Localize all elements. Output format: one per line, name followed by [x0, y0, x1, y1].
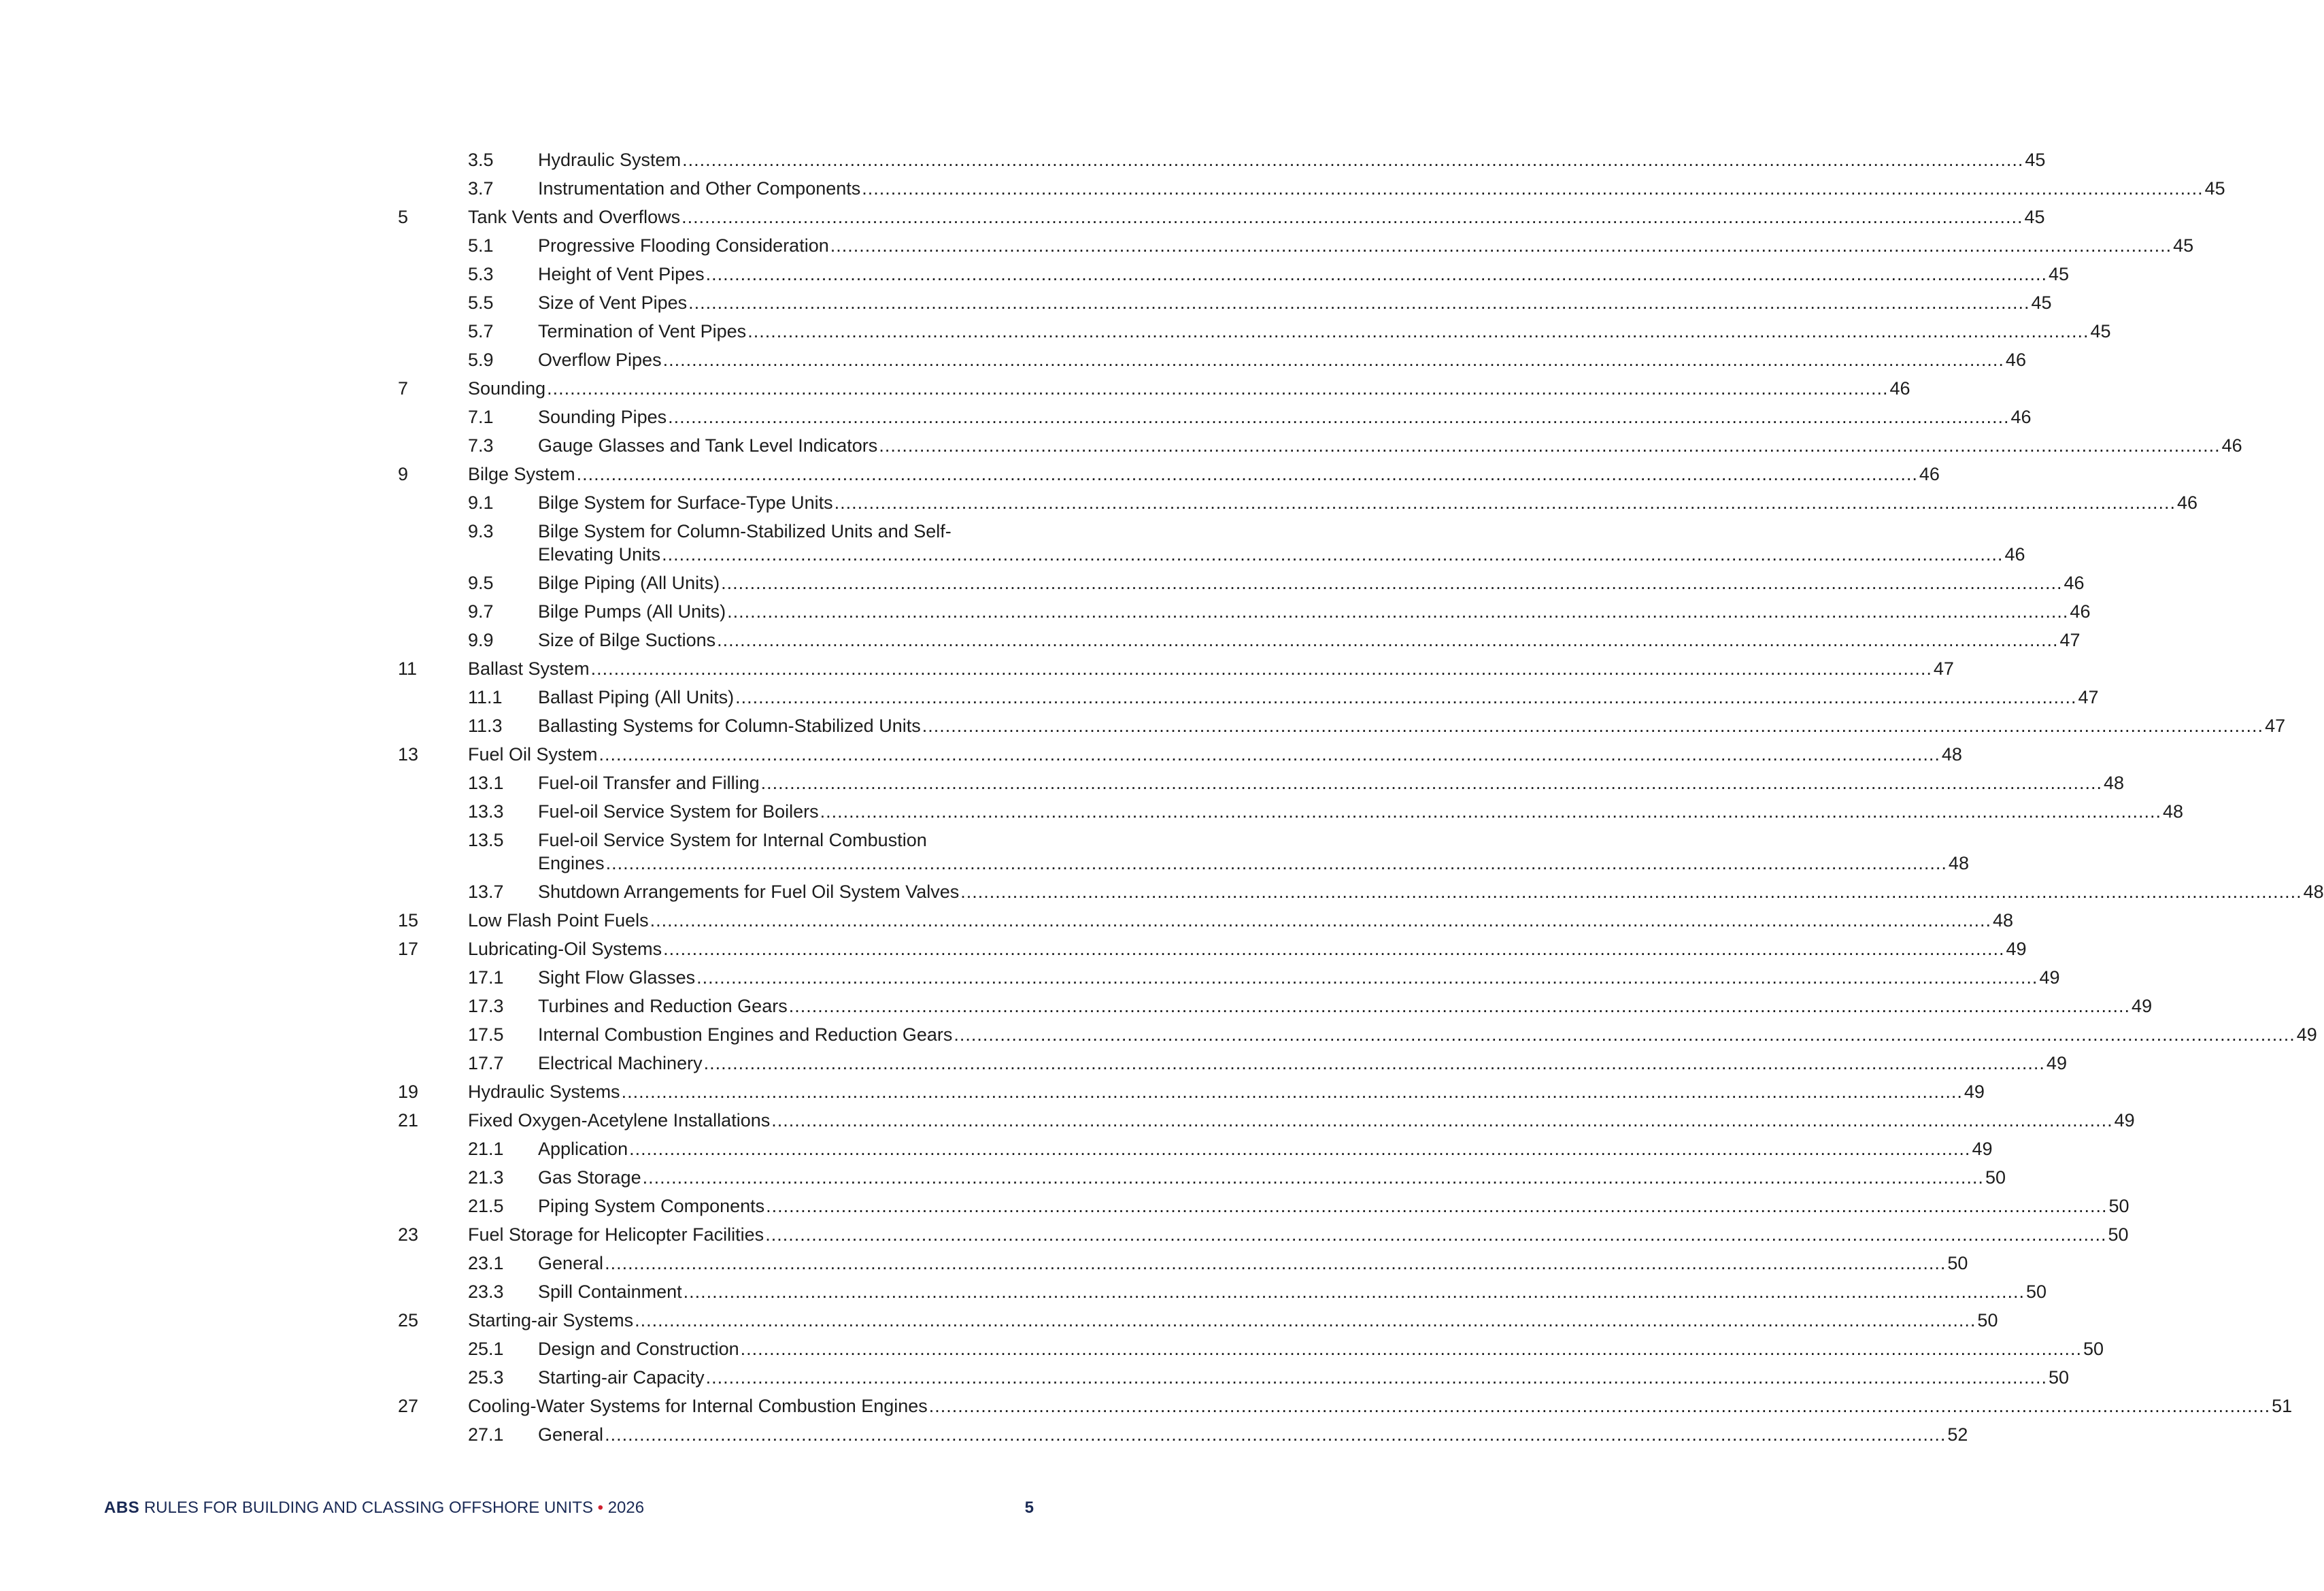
toc-entry-page: 50 [1947, 1253, 1968, 1273]
toc-entry[interactable] [398, 1166, 2006, 1189]
toc-entry-number: 5.3 [468, 264, 494, 284]
toc-entry-title: General [538, 1424, 604, 1445]
dot-leader [862, 177, 2203, 200]
toc-entry-page: 46 [2010, 407, 2032, 427]
toc-entry-page: 46 [1919, 464, 1940, 484]
toc-entry-page: 46 [1889, 378, 1910, 399]
toc-entry-number: 23.3 [468, 1282, 504, 1302]
toc-entry-number: 25.1 [468, 1339, 504, 1359]
dot-leader [662, 543, 2003, 566]
toc-entry-title: Sight Flow Glasses [538, 967, 696, 988]
toc-entry-page: 49 [1964, 1082, 1985, 1102]
toc-entry-body [468, 377, 1910, 400]
toc-entry-body [538, 1194, 2129, 1218]
toc-entry-number: 25 [398, 1310, 419, 1330]
toc-entry-number: 27 [398, 1396, 419, 1416]
footer-title: RULES FOR BUILDING AND CLASSING OFFSHORE UNITS [144, 1498, 593, 1517]
toc-entry-title: Tank Vents and Overflows [468, 207, 681, 227]
toc-entry-body [538, 234, 2193, 257]
toc-entry[interactable] [398, 291, 2052, 314]
toc-entry-title: Ballasting Systems for Column-Stabilized Units [538, 716, 921, 736]
toc-entry-number: 23 [398, 1224, 419, 1245]
dot-leader [668, 405, 2009, 429]
toc-entry-body [538, 491, 2197, 514]
toc-entry-body [468, 937, 2027, 960]
toc-entry[interactable] [398, 1252, 1968, 1275]
dot-leader [747, 320, 2089, 343]
toc-entry-page: 50 [2083, 1339, 2104, 1359]
dot-leader [706, 1366, 2047, 1389]
toc-entry[interactable] [398, 1337, 2104, 1360]
toc-entry-page: 46 [2064, 573, 2085, 593]
toc-entry-page: 45 [2025, 150, 2046, 170]
toc-entry-body [538, 1366, 2069, 1389]
toc-entry-title: General [538, 1253, 604, 1273]
toc-entry-number: 15 [398, 910, 419, 931]
toc-entry-body [468, 1309, 1998, 1332]
toc-entry-page: 50 [1985, 1167, 2006, 1188]
toc-entry-body [538, 686, 2099, 709]
toc-entry[interactable] [398, 520, 2025, 566]
toc-entry-title: Fuel-oil Service System for Boilers [538, 801, 819, 822]
toc-entry-body [538, 434, 2242, 457]
table-of-contents [398, 148, 2324, 1452]
toc-entry-title: Fuel-oil Transfer and Filling [538, 773, 760, 793]
toc-entry-page: 50 [2108, 1196, 2129, 1216]
toc-entry[interactable] [398, 657, 1954, 680]
toc-entry-number: 9.3 [468, 521, 494, 541]
toc-entry-number: 9.7 [468, 601, 494, 622]
toc-entry-body [538, 966, 2059, 989]
toc-entry-body [538, 320, 2111, 343]
toc-entry-title: Fixed Oxygen-Acetylene Installations [468, 1110, 771, 1131]
toc-entry-title: Spill Containment [538, 1282, 682, 1302]
toc-entry-page: 46 [2177, 492, 2198, 513]
toc-entry-title: Bilge System for Surface-Type Units [538, 492, 833, 513]
toc-entry-number: 9.5 [468, 573, 494, 593]
toc-entry-number: 3.7 [468, 178, 494, 199]
toc-entry-page: 49 [1972, 1139, 1993, 1159]
toc-entry-number: 13.5 [468, 830, 504, 850]
dot-leader [606, 852, 1947, 875]
toc-entry-title: Size of Bilge Suctions [538, 630, 716, 650]
toc-entry-number: 21.3 [468, 1167, 504, 1188]
toc-entry-body [538, 405, 2032, 429]
dot-leader [835, 491, 2176, 514]
toc-entry-number: 7 [398, 378, 409, 399]
toc-entry[interactable] [398, 828, 1969, 875]
toc-entry-page: 49 [2006, 939, 2027, 959]
dot-leader [577, 463, 1918, 486]
toc-entry-title: Gas Storage [538, 1167, 641, 1188]
toc-entry[interactable] [398, 686, 2099, 709]
toc-entry-body [468, 743, 1962, 766]
dot-leader [789, 994, 2130, 1018]
toc-entry-title: Cooling-Water Systems for Internal Combustion Engines [468, 1396, 928, 1416]
toc-entry-page: 49 [2132, 996, 2153, 1016]
dot-leader [643, 1166, 1984, 1189]
toc-entry-page: 45 [2090, 321, 2111, 341]
toc-entry-page: 50 [1977, 1310, 1998, 1330]
toc-entry-title: Turbines and Reduction Gears [538, 996, 788, 1016]
toc-entry-number: 17.3 [468, 996, 504, 1016]
dot-leader [879, 434, 2220, 457]
toc-entry-title: Ballast System [468, 658, 590, 679]
dot-leader [761, 771, 2102, 794]
toc-entry-page: 48 [1992, 910, 2014, 931]
toc-entry-page: 45 [2031, 292, 2052, 313]
footer-separator: • [597, 1498, 604, 1517]
toc-entry-number: 11.1 [468, 687, 503, 707]
toc-entry-page: 46 [2221, 435, 2242, 456]
dot-leader [682, 148, 2023, 171]
dot-leader [629, 1137, 1970, 1160]
toc-entry-title: Piping System Components [538, 1196, 765, 1216]
toc-entry-body [538, 263, 2069, 286]
dot-leader [960, 880, 2302, 903]
toc-entry-body [538, 714, 2285, 737]
toc-entry[interactable] [398, 177, 2225, 200]
dot-leader [727, 600, 2068, 623]
toc-entry-number: 9 [398, 464, 409, 484]
toc-entry-title: Bilge Piping (All Units) [538, 573, 720, 593]
toc-entry-number: 13.7 [468, 882, 504, 902]
toc-entry-number: 5.5 [468, 292, 494, 313]
toc-entry-title: Sounding [468, 378, 546, 399]
toc-entry-title-line1: Bilge System for Column-Stabilized Units and Self- [538, 521, 952, 541]
toc-entry-number: 17.1 [468, 967, 504, 988]
toc-entry-number: 7.1 [468, 407, 494, 427]
dot-leader [635, 1309, 1976, 1332]
footer-left [104, 1498, 644, 1518]
toc-entry-title: Instrumentation and Other Components [538, 178, 861, 199]
toc-entry-body [538, 771, 2124, 794]
toc-entry-body [468, 205, 2045, 229]
toc-entry-title: Starting-air Capacity [538, 1367, 705, 1388]
toc-entry-body [538, 1252, 1968, 1275]
toc-entry-body [538, 177, 2225, 200]
dot-leader [929, 1394, 2270, 1418]
toc-entry-number: 27.1 [468, 1424, 504, 1445]
dot-leader [706, 263, 2047, 286]
toc-entry-number: 11.3 [468, 716, 503, 736]
toc-entry-page: 48 [2303, 882, 2324, 902]
toc-entry-number: 17.7 [468, 1053, 504, 1073]
toc-entry-number: 21.5 [468, 1196, 504, 1216]
toc-entry[interactable] [398, 743, 1962, 766]
toc-entry-body [538, 1166, 2006, 1189]
toc-entry-body [468, 909, 2013, 932]
toc-entry-page: 51 [2272, 1396, 2293, 1416]
toc-entry[interactable] [398, 263, 2070, 286]
toc-entry-title: Progressive Flooding Consideration [538, 235, 829, 256]
dot-leader [605, 1423, 1946, 1446]
dot-leader [681, 205, 2023, 229]
toc-entry-body [538, 1280, 2047, 1303]
toc-entry-body [538, 828, 1969, 875]
toc-entry-title: Starting-air Systems [468, 1310, 634, 1330]
toc-entry[interactable] [398, 348, 2026, 371]
toc-entry-body [468, 1109, 2135, 1132]
toc-entry-body [538, 994, 2152, 1018]
page-footer [104, 1498, 1034, 1518]
toc-entry[interactable] [398, 1080, 1985, 1103]
toc-entry[interactable] [398, 1052, 2067, 1075]
toc-entry-title: Fuel Storage for Helicopter Facilities [468, 1224, 764, 1245]
toc-entry-number: 19 [398, 1082, 419, 1102]
dot-leader [704, 1052, 2045, 1075]
toc-entry-body [468, 1223, 2129, 1246]
toc-entry-page: 45 [2049, 264, 2070, 284]
dot-leader [622, 1080, 1963, 1103]
toc-entry-number: 11 [398, 658, 418, 679]
toc-entry-body [468, 1394, 2292, 1418]
toc-entry-body [538, 629, 2081, 652]
dot-leader [820, 800, 2161, 823]
dot-leader [741, 1337, 2082, 1360]
dot-leader [663, 348, 2004, 371]
toc-entry-body [538, 291, 2052, 314]
toc-entry-body [538, 600, 2090, 623]
toc-entry[interactable] [398, 320, 2111, 343]
toc-entry-number: 5.7 [468, 321, 494, 341]
toc-entry-page: 45 [2204, 178, 2225, 199]
toc-entry-page: 50 [2025, 1282, 2047, 1302]
toc-entry-body [538, 348, 2026, 371]
toc-entry[interactable] [398, 1423, 1968, 1446]
dot-leader [696, 966, 2038, 989]
dot-leader [591, 657, 1932, 680]
toc-entry-number: 5.9 [468, 350, 494, 370]
toc-entry-body [538, 1337, 2104, 1360]
dot-leader [599, 743, 1940, 766]
toc-entry-body [538, 148, 2045, 171]
toc-entry-number: 9.1 [468, 492, 494, 513]
toc-entry[interactable] [398, 1137, 1993, 1160]
toc-entry-title: Fuel Oil System [468, 744, 598, 765]
toc-entry-page: 46 [2005, 350, 2026, 370]
toc-entry[interactable] [398, 1309, 1998, 1332]
toc-entry[interactable] [398, 463, 1940, 486]
toc-entry-page: 47 [1933, 658, 1954, 679]
toc-entry[interactable] [398, 880, 2324, 903]
toc-entry-body [468, 1080, 1985, 1103]
footer-brand: ABS [104, 1498, 140, 1517]
toc-entry-title: Bilge Pumps (All Units) [538, 601, 726, 622]
toc-entry[interactable] [398, 1023, 2317, 1046]
toc-entry-title: Low Flash Point Fuels [468, 910, 649, 931]
toc-entry-number: 3.5 [468, 150, 494, 170]
toc-entry-page: 48 [1941, 744, 1962, 765]
toc-entry-body [538, 1137, 1992, 1160]
toc-entry-body [538, 1023, 2317, 1046]
dot-leader [830, 234, 2172, 257]
dot-leader [765, 1223, 2106, 1246]
toc-entry-number: 23.1 [468, 1253, 504, 1273]
toc-entry-number: 5.1 [468, 235, 494, 256]
toc-entry[interactable] [398, 405, 2032, 429]
toc-entry[interactable] [398, 205, 2045, 229]
toc-entry-title: Termination of Vent Pipes [538, 321, 747, 341]
toc-entry[interactable] [398, 1366, 2069, 1389]
toc-entry[interactable] [398, 994, 2153, 1018]
toc-entry[interactable] [398, 434, 2242, 457]
dot-leader [735, 686, 2076, 709]
dot-leader [688, 291, 2030, 314]
toc-entry-body [538, 800, 2183, 823]
toc-entry-number: 17 [398, 939, 419, 959]
dot-leader [954, 1023, 2295, 1046]
dot-leader [663, 937, 2004, 960]
toc-entry-page: 49 [2296, 1024, 2317, 1045]
toc-entry-number: 13.3 [468, 801, 504, 822]
toc-entry[interactable] [398, 966, 2060, 989]
toc-entry-body [538, 1052, 2067, 1075]
toc-entry-page: 47 [2059, 630, 2081, 650]
toc-entry-number: 21.1 [468, 1139, 504, 1159]
toc-entry-number: 9.9 [468, 630, 494, 650]
toc-entry-title: Internal Combustion Engines and Reduction Gears [538, 1024, 953, 1045]
toc-entry-body [538, 1423, 1968, 1446]
toc-entry-title: Overflow Pipes [538, 350, 662, 370]
toc-entry-page: 45 [2173, 235, 2194, 256]
toc-entry[interactable] [398, 1109, 2135, 1132]
dot-leader [547, 377, 1888, 400]
toc-entry[interactable] [398, 491, 2198, 514]
dot-leader [684, 1280, 2025, 1303]
toc-entry-title: Design and Construction [538, 1339, 739, 1359]
toc-entry-number: 17.5 [468, 1024, 504, 1045]
toc-entry-page: 46 [2004, 544, 2025, 565]
toc-entry-page: 47 [2078, 687, 2099, 707]
toc-entry-page: 52 [1947, 1424, 1968, 1445]
toc-entry-title-line1: Fuel-oil Service System for Internal Combustion [538, 830, 927, 850]
toc-entry-title: Application [538, 1139, 628, 1159]
toc-entry[interactable] [398, 600, 2091, 623]
toc-entry[interactable] [398, 1194, 2129, 1218]
toc-entry[interactable] [398, 1394, 2293, 1418]
toc-entry-title: Ballast Piping (All Units) [538, 687, 735, 707]
dot-leader [922, 714, 2263, 737]
toc-entry-page: 49 [2039, 967, 2060, 988]
toc-entry-body [538, 880, 2324, 903]
toc-entry-title: Engines [538, 853, 605, 873]
toc-entry[interactable] [398, 148, 2046, 171]
toc-entry-title: Bilge System [468, 464, 575, 484]
toc-entry-title: Sounding Pipes [538, 407, 667, 427]
toc-entry[interactable] [398, 571, 2085, 594]
toc-entry[interactable] [398, 1223, 2129, 1246]
toc-entry[interactable] [398, 937, 2027, 960]
toc-entry-number: 13 [398, 744, 419, 765]
toc-entry-title: Hydraulic Systems [468, 1082, 620, 1102]
toc-entry[interactable] [398, 234, 2194, 257]
dot-leader [766, 1194, 2107, 1218]
toc-entry-page: 49 [2114, 1110, 2135, 1131]
toc-entry[interactable] [398, 714, 2286, 737]
toc-entry[interactable] [398, 909, 2014, 932]
toc-entry-body [538, 520, 2025, 566]
toc-entry-title: Shutdown Arrangements for Fuel Oil System Valves [538, 882, 960, 902]
toc-entry-title: Lubricating-Oil Systems [468, 939, 662, 959]
toc-entry-title: Elevating Units [538, 544, 661, 565]
toc-entry[interactable] [398, 771, 2125, 794]
toc-entry-page: 48 [1948, 853, 1969, 873]
dot-leader [771, 1109, 2112, 1132]
toc-entry-page: 48 [2162, 801, 2184, 822]
toc-entry[interactable] [398, 629, 2081, 652]
toc-entry-title: Electrical Machinery [538, 1053, 703, 1073]
toc-entry-page: 48 [2103, 773, 2125, 793]
toc-entry-page: 45 [2024, 207, 2045, 227]
dot-leader [605, 1252, 1946, 1275]
dot-leader [721, 571, 2062, 594]
toc-entry[interactable] [398, 377, 1910, 400]
toc-entry-body [468, 463, 1940, 486]
toc-entry[interactable] [398, 1280, 2047, 1303]
page-number: 5 [1024, 1498, 1034, 1517]
toc-entry-body [468, 657, 1954, 680]
toc-entry-page: 47 [2265, 716, 2286, 736]
toc-entry-number: 7.3 [468, 435, 494, 456]
dot-leader [650, 909, 1991, 932]
footer-year: 2026 [607, 1498, 645, 1517]
toc-entry-title: Height of Vent Pipes [538, 264, 705, 284]
toc-entry-page: 50 [2048, 1367, 2069, 1388]
toc-entry-page: 50 [2108, 1224, 2129, 1245]
toc-entry-page: 49 [2046, 1053, 2067, 1073]
toc-entry-number: 21 [398, 1110, 419, 1131]
toc-entry-number: 13.1 [468, 773, 504, 793]
dot-leader [717, 629, 2058, 652]
toc-entry-title: Hydraulic System [538, 150, 681, 170]
toc-entry-title: Size of Vent Pipes [538, 292, 688, 313]
toc-entry-number: 5 [398, 207, 409, 227]
toc-entry-page: 46 [2070, 601, 2091, 622]
toc-entry-title: Gauge Glasses and Tank Level Indicators [538, 435, 878, 456]
toc-entry-number: 25.3 [468, 1367, 504, 1388]
toc-entry-body [538, 571, 2085, 594]
toc-entry[interactable] [398, 800, 2184, 823]
